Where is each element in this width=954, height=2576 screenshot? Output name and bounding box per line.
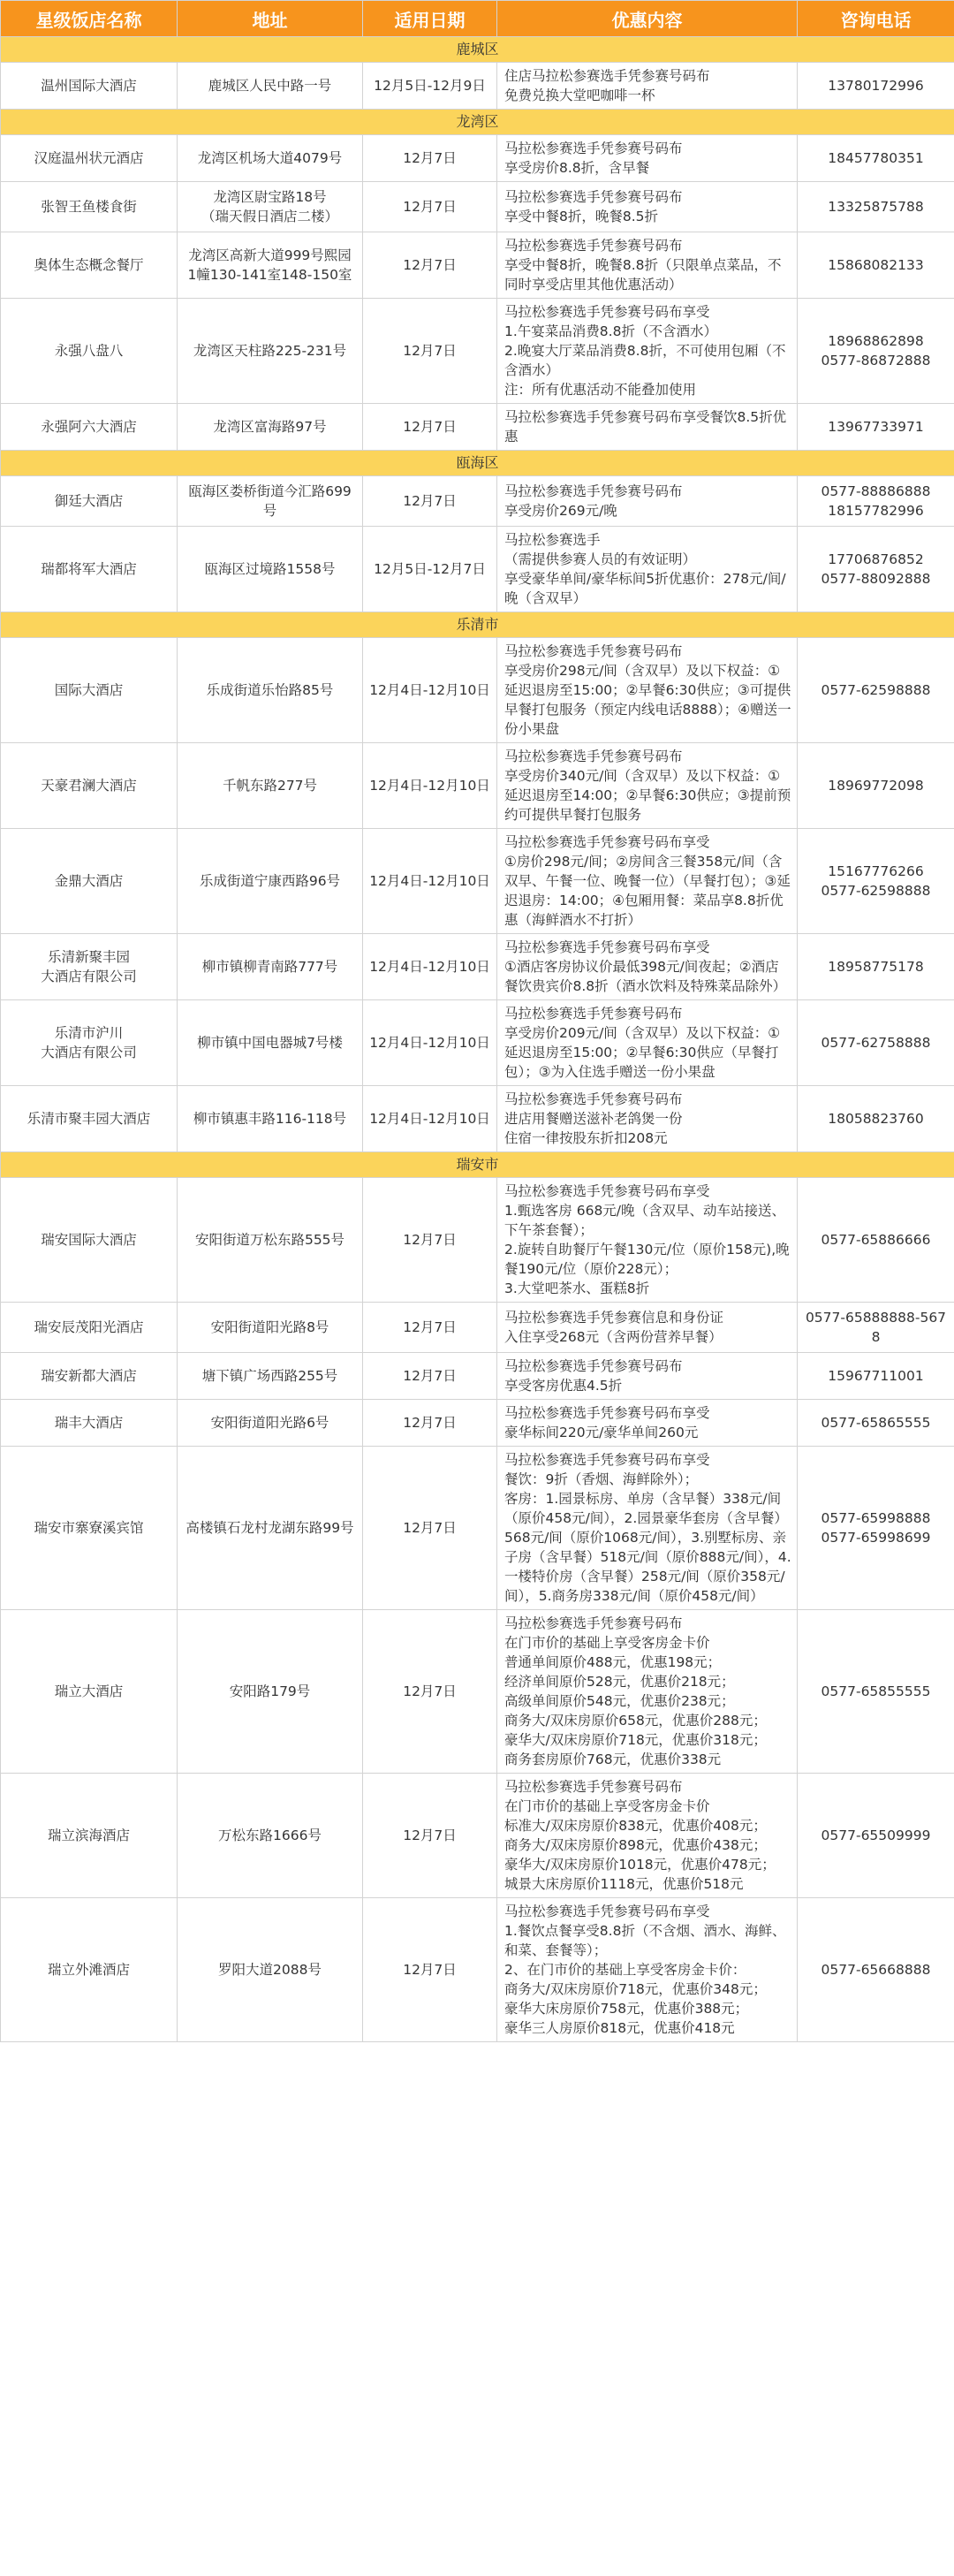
phone-cell[interactable]: 18969772098 [798,743,954,829]
address-cell: 龙湾区天柱路225-231号 [178,299,363,404]
phone-cell[interactable]: 18958775178 [798,934,954,1000]
date-cell: 12月7日 [363,1400,497,1447]
address-cell: 高楼镇石龙村龙湖东路99号 [178,1447,363,1610]
offer-cell: 马拉松参赛选手凭参赛号码布 享受房价209元/间（含双早）及以下权益：①延迟退房至15:00；②早餐6:30供应（早餐打包）；③为入住选手赠送一份小果盘 [497,1000,798,1086]
offer-cell: 马拉松参赛选手凭参赛号码布 在门市价的基础上享受客房金卡价 普通单间原价488元，优惠198元； 经济单间原价528元，优惠价218元； 高级单间原价548元，优惠价238元； 商务大/双床房原价658元，优惠价288元； 豪华大/双床房原价718元，优惠价318元； 商务套房原价768元，优惠价338元 [497,1610,798,1774]
table-row [1,1303,954,1353]
hotel-name-cell: 瑞立大酒店 [1,1610,178,1774]
address-cell: 龙湾区机场大道4079号 [178,135,363,182]
offer-cell: 马拉松参赛选手凭参赛号码布 在门市价的基础上享受客房金卡价 标准大/双床房原价838元，优惠价408元； 商务大/双床房原价898元，优惠价438元； 豪华大/双床房原价1018元，优惠价478元； 城景大床房原价1118元，优惠价518元 [497,1774,798,1898]
region-label: 瓯海区 [1,451,954,476]
offer-cell: 马拉松参赛选手凭参赛号码布享受 ①房价298元/间；②房间含三餐358元/间（含双早、午餐一位、晚餐一位）（早餐打包）；③延迟退房：14:00；④包厢用餐：菜品享8.8折优惠（海鲜酒水不打折） [497,829,798,934]
offer-cell: 马拉松参赛选手凭参赛号码布享受 餐饮：9折（香烟、海鲜除外）； 客房：1.园景标房、单房（含早餐）338元/间（原价458元/间），2.园景豪华套房（含早餐）568元/间（原价1068元/间），3.别墅标房、亲子房（含早餐）518元/间（原价888元/间），4.一楼特价房（含早餐）258元/间（原价358元/间），5.商务房338元/间（原价458元/间） [497,1447,798,1610]
offer-cell: 马拉松参赛选手凭参赛号码布享受 1.午宴菜品消费8.8折（不含酒水） 2.晚宴大厅菜品消费8.8折，不可使用包厢（不含酒水） 注：所有优惠活动不能叠加使用 [497,299,798,404]
header-offer: 优惠内容 [497,1,798,37]
date-cell: 12月7日 [363,1898,497,2042]
address-cell: 安阳路179号 [178,1610,363,1774]
date-cell: 12月7日 [363,1178,497,1303]
header-date: 适用日期 [363,1,497,37]
offer-cell: 马拉松参赛选手凭参赛号码布享受 ①酒店客房协议价最低398元/间夜起；②酒店餐饮贵宾价8.8折（酒水饮料及特殊菜品除外） [497,934,798,1000]
table-row [1,1000,954,1086]
hotel-name-cell: 瑞安国际大酒店 [1,1178,178,1303]
address-cell: 乐成街道乐怡路85号 [178,638,363,743]
phone-cell[interactable]: 0577-65668888 [798,1898,954,2042]
table-row [1,1898,954,2042]
hotel-name-cell: 张智王鱼楼食街 [1,182,178,232]
address-cell: 罗阳大道2088号 [178,1898,363,2042]
table-row [1,232,954,299]
phone-cell[interactable]: 15167776266 0577-62598888 [798,829,954,934]
date-cell: 12月7日 [363,404,497,451]
table-row [1,829,954,934]
offer-cell: 马拉松参赛选手凭参赛号码布 进店用餐赠送滋补老鸽煲一份 住宿一律按股东折扣208元 [497,1086,798,1152]
hotel-name-cell: 瑞立滨海酒店 [1,1774,178,1898]
date-cell: 12月7日 [363,182,497,232]
hotel-name-cell: 乐清新聚丰园 大酒店有限公司 [1,934,178,1000]
phone-cell[interactable]: 15868082133 [798,232,954,299]
phone-cell[interactable]: 18457780351 [798,135,954,182]
date-cell: 12月7日 [363,1610,497,1774]
phone-cell[interactable]: 0577-88886888 18157782996 [798,476,954,527]
date-cell: 12月7日 [363,1353,497,1400]
phone-cell[interactable]: 18968862898 0577-86872888 [798,299,954,404]
table-row [1,1774,954,1898]
hotel-name-cell: 永强阿六大酒店 [1,404,178,451]
region-row [1,451,954,476]
phone-cell[interactable]: 13325875788 [798,182,954,232]
table-row [1,527,954,612]
address-cell: 龙湾区富海路97号 [178,404,363,451]
phone-cell[interactable]: 0577-65509999 [798,1774,954,1898]
phone-cell[interactable]: 0577-65855555 [798,1610,954,1774]
date-cell: 12月5日-12月7日 [363,527,497,612]
date-cell: 12月7日 [363,232,497,299]
phone-cell[interactable]: 17706876852 0577-88092888 [798,527,954,612]
date-cell: 12月4日-12月10日 [363,934,497,1000]
offer-cell: 马拉松参赛选手凭参赛号码布享受 1.餐饮点餐享受8.8折（不含烟、酒水、海鲜、和菜、套餐等）； 2、在门市价的基础上享受客房金卡价： 商务大/双床房原价718元，优惠价348元； 豪华大床房原价758元，优惠价388元； 豪华三人房原价818元，优惠价418元 [497,1898,798,2042]
region-label: 乐清市 [1,612,954,638]
date-cell: 12月7日 [363,476,497,527]
address-cell: 千帆东路277号 [178,743,363,829]
table-row [1,1610,954,1774]
hotel-name-cell: 天豪君澜大酒店 [1,743,178,829]
date-cell: 12月4日-12月10日 [363,829,497,934]
offer-cell: 马拉松参赛选手凭参赛信息和身份证 入住享受268元（含两份营养早餐） [497,1303,798,1353]
phone-cell[interactable]: 13780172996 [798,63,954,110]
offer-cell: 住店马拉松参赛选手凭参赛号码布 免费兑换大堂吧咖啡一杯 [497,63,798,110]
offer-cell: 马拉松参赛选手凭参赛号码布 享受房价269元/晚 [497,476,798,527]
table-body [1,37,954,2042]
address-cell: 安阳街道万松东路555号 [178,1178,363,1303]
date-cell: 12月4日-12月10日 [363,743,497,829]
offer-cell: 马拉松参赛选手凭参赛号码布享受餐饮8.5折优惠 [497,404,798,451]
phone-cell[interactable]: 0577-65888888-5678 [798,1303,954,1353]
phone-cell[interactable]: 0577-65865555 [798,1400,954,1447]
address-cell: 塘下镇广场西路255号 [178,1353,363,1400]
table-row [1,743,954,829]
hotel-name-cell: 御廷大酒店 [1,476,178,527]
table-row [1,476,954,527]
address-cell: 乐成街道宁康西路96号 [178,829,363,934]
phone-cell[interactable]: 18058823760 [798,1086,954,1152]
offer-cell: 马拉松参赛选手凭参赛号码布 享受房价298元/间（含双早）及以下权益：①延迟退房至15:00；②早餐6:30供应；③可提供早餐打包服务（预定内线电话8888）；④赠送一份小果盘 [497,638,798,743]
date-cell: 12月4日-12月10日 [363,1000,497,1086]
hotel-name-cell: 瑞丰大酒店 [1,1400,178,1447]
hotel-name-cell: 瑞安辰茂阳光酒店 [1,1303,178,1353]
table-row [1,404,954,451]
region-row [1,1152,954,1178]
date-cell: 12月7日 [363,299,497,404]
address-cell: 瓯海区过境路1558号 [178,527,363,612]
header-address: 地址 [178,1,363,37]
phone-cell[interactable]: 0577-62598888 [798,638,954,743]
region-row [1,37,954,63]
table-row [1,638,954,743]
address-cell: 安阳街道阳光路6号 [178,1400,363,1447]
date-cell: 12月7日 [363,1774,497,1898]
hotel-name-cell: 永强八盘八 [1,299,178,404]
region-label: 鹿城区 [1,37,954,63]
address-cell: 鹿城区人民中路一号 [178,63,363,110]
hotel-name-cell: 温州国际大酒店 [1,63,178,110]
offer-cell: 马拉松参赛选手凭参赛号码布 享受中餐8折，晚餐8.8折（只限单点菜品，不同时享受店里其他优惠活动） [497,232,798,299]
region-row [1,612,954,638]
address-cell: 龙湾区高新大道999号熙园 1幢130-141室148-150室 [178,232,363,299]
offer-cell: 马拉松参赛选手凭参赛号码布 享受房价340元/间（含双早）及以下权益：①延迟退房至14:00；②早餐6:30供应；③提前预约可提供早餐打包服务 [497,743,798,829]
date-cell: 12月7日 [363,135,497,182]
region-label: 龙湾区 [1,110,954,135]
header-phone: 咨询电话 [798,1,954,37]
hotel-name-cell: 乐清市沪川 大酒店有限公司 [1,1000,178,1086]
table-row [1,1447,954,1610]
address-cell: 柳市镇惠丰路116-118号 [178,1086,363,1152]
hotel-name-cell: 乐清市聚丰园大酒店 [1,1086,178,1152]
hotel-name-cell: 汉庭温州状元酒店 [1,135,178,182]
hotel-name-cell: 奥体生态概念餐厅 [1,232,178,299]
offer-cell: 马拉松参赛选手凭参赛号码布 享受客房优惠4.5折 [497,1353,798,1400]
table-row [1,1353,954,1400]
table-row [1,299,954,404]
phone-cell[interactable]: 0577-62758888 [798,1000,954,1086]
hotel-name-cell: 瑞安市寨寮溪宾馆 [1,1447,178,1610]
hotel-name-cell: 瑞安新都大酒店 [1,1353,178,1400]
region-label: 瑞安市 [1,1152,954,1178]
date-cell: 12月7日 [363,1303,497,1353]
offer-cell: 马拉松参赛选手凭参赛号码布享受 豪华标间220元/豪华单间260元 [497,1400,798,1447]
header-hotel-name: 星级饭店名称 [1,1,178,37]
address-cell: 龙湾区尉宝路18号 （瑞天假日酒店二楼） [178,182,363,232]
date-cell: 12月5日-12月9日 [363,63,497,110]
date-cell: 12月4日-12月10日 [363,1086,497,1152]
table-header-row [1,1,954,37]
offer-cell: 马拉松参赛选手 （需提供参赛人员的有效证明） 享受豪华单间/豪华标间5折优惠价：278元/间/晚（含双早） [497,527,798,612]
table-row [1,1400,954,1447]
address-cell: 柳市镇中国电器城7号楼 [178,1000,363,1086]
region-row [1,110,954,135]
table-row [1,1178,954,1303]
address-cell: 万松东路1666号 [178,1774,363,1898]
hotel-name-cell: 瑞立外滩酒店 [1,1898,178,2042]
table-row [1,63,954,110]
hotel-name-cell: 国际大酒店 [1,638,178,743]
hotel-name-cell: 金鼎大酒店 [1,829,178,934]
offer-cell: 马拉松参赛选手凭参赛号码布 享受中餐8折，晚餐8.5折 [497,182,798,232]
offer-cell: 马拉松参赛选手凭参赛号码布享受 1.甄选客房 668元/晚（含双早、动车站接送、下午茶套餐）； 2.旋转自助餐厅午餐130元/位（原价158元),晚餐190元/位（原价228元）； 3.大堂吧茶水、蛋糕8折 [497,1178,798,1303]
table-row [1,182,954,232]
table-row [1,135,954,182]
table-row [1,1086,954,1152]
address-cell: 安阳街道阳光路8号 [178,1303,363,1353]
phone-cell[interactable]: 0577-65886666 [798,1178,954,1303]
date-cell: 12月7日 [363,1447,497,1610]
offer-cell: 马拉松参赛选手凭参赛号码布 享受房价8.8折，含早餐 [497,135,798,182]
table-row [1,934,954,1000]
address-cell: 柳市镇柳青南路777号 [178,934,363,1000]
phone-cell[interactable]: 15967711001 [798,1353,954,1400]
hotel-name-cell: 瑞都将军大酒店 [1,527,178,612]
phone-cell[interactable]: 0577-65998888 0577-65998699 [798,1447,954,1610]
phone-cell[interactable]: 13967733971 [798,404,954,451]
date-cell: 12月4日-12月10日 [363,638,497,743]
address-cell: 瓯海区娄桥街道今汇路699号 [178,476,363,527]
